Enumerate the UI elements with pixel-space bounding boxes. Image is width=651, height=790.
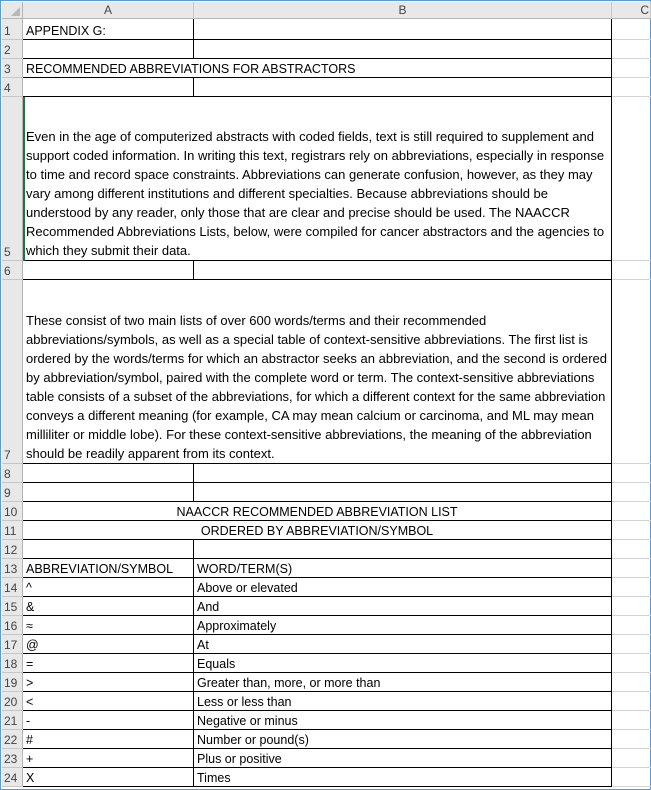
cell-c2[interactable] (612, 40, 651, 59)
column-header-c[interactable]: C (612, 2, 651, 19)
cell-c22[interactable] (612, 730, 651, 749)
spreadsheet-grid (2, 2, 651, 790)
row-header-12[interactable]: 12 (2, 540, 23, 559)
select-all-corner[interactable] (2, 2, 23, 19)
cell-a7[interactable] (23, 280, 612, 464)
row-header-9[interactable]: 9 (2, 483, 23, 502)
cell-a12[interactable] (23, 540, 194, 559)
cell-b21-text: Negative or minus (197, 714, 298, 728)
cell-c4[interactable] (612, 78, 651, 97)
cell-a19[interactable] (23, 673, 194, 692)
cell-a3[interactable] (23, 59, 612, 78)
row-header-4[interactable]: 4 (2, 78, 23, 97)
row-header-7[interactable]: 7 (2, 280, 23, 464)
row-header-1[interactable]: 1 (2, 19, 23, 40)
cell-b18[interactable] (194, 654, 612, 673)
cell-a14-text: ^ (26, 581, 32, 595)
row-header-20[interactable]: 20 (2, 692, 23, 711)
cell-a24-text: X (26, 771, 35, 785)
cell-a21-text: - (26, 714, 31, 728)
active-cell-indicator (23, 97, 25, 261)
cell-a24[interactable] (23, 768, 194, 787)
cell-a18-text: = (26, 657, 34, 671)
cell-a1[interactable] (23, 19, 194, 40)
cell-a2[interactable] (23, 40, 194, 59)
cell-b2[interactable] (194, 40, 612, 59)
cell-c24[interactable] (612, 768, 651, 787)
cell-a11[interactable] (23, 521, 612, 540)
column-header-b[interactable]: B (194, 2, 612, 19)
cell-b23-text: Plus or positive (197, 752, 282, 766)
row-header-2[interactable]: 2 (2, 40, 23, 59)
cell-a20-text: < (26, 695, 34, 709)
cell-c19[interactable] (612, 673, 651, 692)
cell-a16-text: ≈ (26, 619, 33, 633)
cell-b23[interactable] (194, 749, 612, 768)
column-header-a[interactable]: A (23, 2, 194, 19)
cell-a23[interactable] (23, 749, 194, 768)
cell-b14-text: Above or elevated (197, 581, 298, 595)
cell-a22-text: # (26, 733, 33, 747)
cell-a14[interactable] (23, 578, 194, 597)
cell-a15[interactable] (23, 597, 194, 616)
cell-c11[interactable] (612, 521, 651, 540)
cell-b19[interactable] (194, 673, 612, 692)
cell-c18[interactable] (612, 654, 651, 673)
cell-b17[interactable] (194, 635, 612, 654)
cell-b22-text: Number or pound(s) (197, 733, 309, 747)
cell-b1[interactable] (194, 19, 612, 40)
cell-a11-text: ORDERED BY ABBREVIATION/SYMBOL (200, 524, 434, 538)
cell-a18[interactable] (23, 654, 194, 673)
cell-c6[interactable] (612, 261, 651, 280)
cell-b19-text: Greater than, more, or more than (197, 676, 381, 690)
row-header-19[interactable]: 19 (2, 673, 23, 692)
cell-a13[interactable] (23, 559, 194, 578)
cell-b18-text: Equals (197, 657, 236, 671)
row-header-18[interactable]: 18 (2, 654, 23, 673)
cell-a3-text: RECOMMENDED ABBREVIATIONS FOR ABSTRACTORS (26, 62, 356, 76)
cell-a1-text: APPENDIX G: (26, 24, 106, 38)
cell-c20[interactable] (612, 692, 651, 711)
cell-b22[interactable] (194, 730, 612, 749)
cell-a15-text: & (26, 600, 35, 614)
cell-b4[interactable] (194, 78, 612, 97)
cell-a10[interactable] (23, 502, 612, 521)
cell-a5-text: Even in the age of computerized abstracts with coded fields, text is still required to supplement and support coded information. In writing this text, registrars rely on abbreviations, especially in response to time and record space constraints. Abbreviations can generate confusion, however, as they may vary among different institutions and different specialties. Because abbreviations should be understood by any reader, only those that are clear and precise should be used. The NAACCR Recommended Abbreviations Lists, below, were compiled for cancer abstractors and the agencies to which they submit their data. (26, 129, 605, 258)
row-header-3[interactable]: 3 (2, 59, 23, 78)
cell-c21[interactable] (612, 711, 651, 730)
row-header-21[interactable]: 21 (2, 711, 23, 730)
row-header-14[interactable]: 14 (2, 578, 23, 597)
cell-b21[interactable] (194, 711, 612, 730)
cell-a9[interactable] (23, 483, 194, 502)
row-header-17[interactable]: 17 (2, 635, 23, 654)
cell-c1[interactable] (612, 19, 651, 40)
cell-c7[interactable] (612, 280, 651, 464)
cell-c8[interactable] (612, 464, 651, 483)
cell-a4[interactable] (23, 78, 194, 97)
cell-c10[interactable] (612, 502, 651, 521)
row-header-13[interactable]: 13 (2, 559, 23, 578)
row-header-10[interactable]: 10 (2, 502, 23, 521)
cell-c14[interactable] (612, 578, 651, 597)
cell-c3[interactable] (612, 59, 651, 78)
cell-a22[interactable] (23, 730, 194, 749)
cell-c15[interactable] (612, 597, 651, 616)
cell-c23[interactable] (612, 749, 651, 768)
cell-b24-text: Times (197, 771, 231, 785)
cell-a23-text: + (26, 752, 34, 766)
cell-a10-text: NAACCR RECOMMENDED ABBREVIATION LIST (176, 505, 458, 519)
row-header-6[interactable]: 6 (2, 261, 23, 280)
cell-b20[interactable] (194, 692, 612, 711)
cell-a21[interactable] (23, 711, 194, 730)
cell-b16[interactable] (194, 616, 612, 635)
row-header-23[interactable]: 23 (2, 749, 23, 768)
cell-c16[interactable] (612, 616, 651, 635)
cell-a8[interactable] (23, 464, 194, 483)
cell-b8[interactable] (194, 464, 612, 483)
row-header-11[interactable]: 11 (2, 521, 23, 540)
row-header-15[interactable]: 15 (2, 597, 23, 616)
cell-b16-text: Approximately (197, 619, 277, 633)
cell-a5[interactable] (23, 97, 612, 261)
cell-a20[interactable] (23, 692, 194, 711)
cell-b14[interactable] (194, 578, 612, 597)
cell-a7-text: These consist of two main lists of over 600 words/terms and their recommended abbreviations/symbols, as well as a special table of context-sensitive abbreviations. The first list is ordered by the words/terms for which an abstractor seeks an abbreviation, and the second is ordered by abbreviation/symbol, paired with the complete word or term. The context-sensitive abbreviations table consists of a subset of the abbreviations, for which a different context for the same abbreviation conveys a different meaning (for example, CA may mean calcium or carcinoma, and ML may mean milliliter or middle lobe). For these context-sensitive abbreviations, the meaning of the abbreviation should be readily apparent from its context. (26, 313, 607, 461)
cell-b15-text: And (197, 600, 220, 614)
row-header-24[interactable]: 24 (2, 768, 23, 787)
cell-c12[interactable] (612, 540, 651, 559)
cell-c9[interactable] (612, 483, 651, 502)
cell-b6[interactable] (194, 261, 612, 280)
cell-a19-text: > (26, 676, 34, 690)
cell-b13-text: WORD/TERM(S) (197, 562, 293, 576)
cell-a6[interactable] (23, 261, 194, 280)
row-header-22[interactable]: 22 (2, 730, 23, 749)
cell-b20-text: Less or less than (197, 695, 292, 709)
select-all-triangle-icon (11, 7, 20, 16)
row-header-16[interactable]: 16 (2, 616, 23, 635)
cell-b17-text: At (197, 638, 209, 652)
row-header-8[interactable]: 8 (2, 464, 23, 483)
row-header-5[interactable]: 5 (2, 97, 23, 261)
cell-c13[interactable] (612, 559, 651, 578)
cell-a13-text: ABBREVIATION/SYMBOL (26, 562, 174, 576)
cell-b12[interactable] (194, 540, 612, 559)
cell-a16[interactable] (23, 616, 194, 635)
cell-c5[interactable] (612, 97, 651, 261)
cell-a17[interactable] (23, 635, 194, 654)
cell-b15[interactable] (194, 597, 612, 616)
cell-b24[interactable] (194, 768, 612, 787)
cell-b13[interactable] (194, 559, 612, 578)
cell-a17-text: @ (26, 638, 39, 652)
cell-b9[interactable] (194, 483, 612, 502)
cell-c17[interactable] (612, 635, 651, 654)
